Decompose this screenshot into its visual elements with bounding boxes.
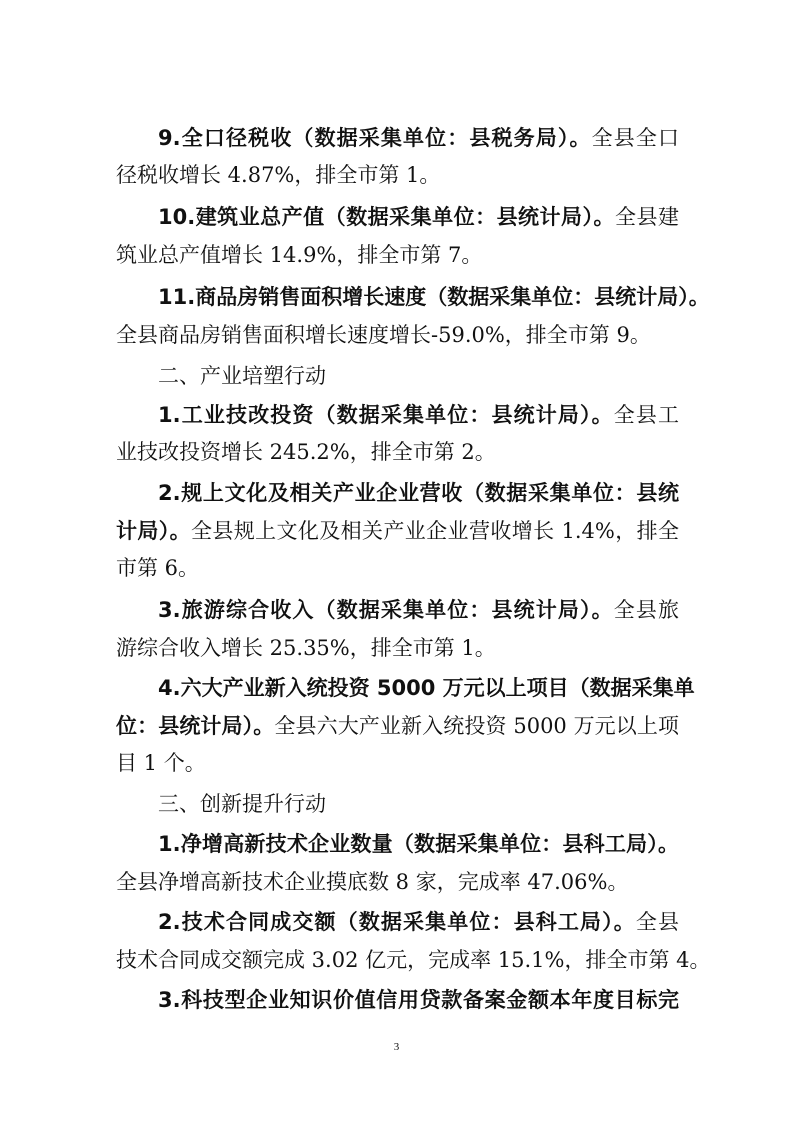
item-heading: 计局）。 [116, 519, 192, 543]
paragraph-line [158, 124, 679, 152]
paragraph-line: 业技改投资增长 245.2%，排全市第 2。 [116, 440, 496, 464]
item-text: 全县规上文化及相关产业企业营收增长 1.4%，排全 [191, 519, 679, 543]
item-heading: 3.旅游综合收入（数据采集单位：县统计局）。 [158, 598, 614, 622]
paragraph-line [158, 908, 679, 936]
page-number: 3 [393, 1041, 400, 1053]
section-heading: 三、创新提升行动 [158, 792, 326, 816]
item-text: 全县 [635, 910, 680, 934]
item-heading: 2.规上文化及相关产业企业营收（数据采集单位：县统 [158, 481, 679, 505]
paragraph-line: 市第 6。 [116, 556, 200, 580]
paragraph-line: 筑业总产值增长 14.9%，排全市第 7。 [116, 243, 483, 267]
paragraph-line: 目 1 个。 [116, 751, 206, 775]
item-heading: 9.全口径税收（数据采集单位：县税务局）。 [158, 126, 592, 150]
paragraph-line: 全县净增高新技术企业摸底数 8 家，完成率 47.06%。 [116, 870, 629, 894]
item-heading: 1.工业技改投资（数据采集单位：县统计局）。 [158, 403, 614, 427]
paragraph-line [158, 401, 679, 429]
item-heading: 位：县统计局）。 [116, 714, 275, 738]
item-text: 全县全口 [591, 126, 680, 150]
paragraph-line [116, 712, 679, 740]
paragraph-line [158, 596, 679, 624]
item-heading: 10.建筑业总产值（数据采集单位：县统计局）。 [158, 205, 616, 229]
item-text: 全县建 [615, 205, 679, 229]
item-text: 全县旅 [613, 598, 680, 622]
item-heading: 11.商品房销售面积增长速度（数据采集单位：县统计局）。 [158, 285, 710, 309]
item-text: 全县六大产业新入统投资 5000 万元以上项 [274, 714, 680, 738]
paragraph-line: 技术合同成交额完成 3.02 亿元，完成率 15.1%，排全市第 4。 [116, 948, 711, 972]
paragraph-line: 全县商品房销售面积增长速度增长-59.0%，排全市第 9。 [116, 323, 651, 347]
item-heading: 1.净增高新技术企业数量（数据采集单位：县科工局）。 [158, 832, 679, 856]
item-heading: 2.技术合同成交额（数据采集单位：县科工局）。 [158, 910, 636, 934]
paragraph-line: 游综合收入增长 25.35%，排全市第 1。 [116, 636, 496, 660]
section-heading: 二、产业培塑行动 [158, 364, 326, 388]
item-heading: 3.科技型企业知识价值信用贷款备案金额本年度目标完 [158, 988, 679, 1012]
item-heading: 4.六大产业新入统投资 5000 万元以上项目（数据采集单 [158, 676, 695, 700]
paragraph-line [116, 517, 679, 545]
paragraph-line: 径税收增长 4.87%，排全市第 1。 [116, 163, 441, 187]
paragraph-line [158, 203, 679, 231]
item-text: 全县工 [613, 403, 680, 427]
